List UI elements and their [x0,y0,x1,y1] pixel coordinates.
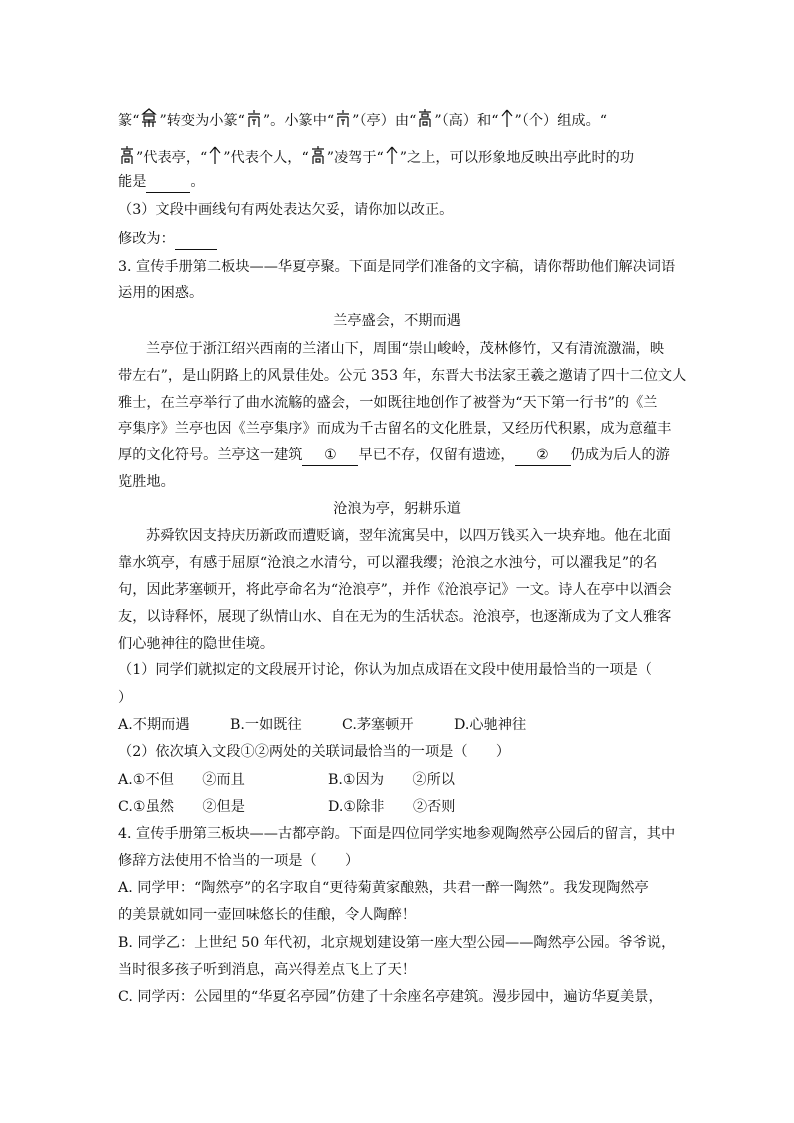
q2-glyph-line-2: ”代表亭，“ ”代表个人，“ ”凌驾于“ ”之上，可以形象地反映出亭此时的功 [118,145,634,168]
answer-blank[interactable] [146,172,190,193]
section-title-lanting: 兰亭盛会，不期而遇 [333,313,461,329]
s2-stem: （2）依次填入文段①②两处的关联词最恰当的一项是（ ） [118,744,511,760]
q4-option-c-line-1[interactable]: C. 同学丙：公园里的“华夏名亭园”仿建了十余座名亭建筑。漫步园中，遍访华夏美景， [118,989,663,1005]
p2-line-4: 友，以诗释怀，展现了纵情山水、自在无为的生活状态。沧浪亭，也逐渐成为了文人雅客 [118,609,672,625]
p1-line-4: 亭集序》兰亭也因《兰亭集序》而成为千古留名的文化胜景，又经历代积累，成为意蕴丰 [118,421,672,437]
fix-answer-blank[interactable] [175,229,217,250]
seal-ge-glyph-icon [500,108,514,128]
s2-option-b[interactable]: B.①因为 ②所以 [328,772,455,788]
seal-gao-glyph-icon-3 [310,145,326,165]
p2-line-1: 苏舜钦因支持庆历新政而遭贬谪，翌年流寓吴中，以四万钱买入一块弃地。他在北面 [146,528,671,544]
s1-option-c[interactable]: C.茅塞顿开 [342,717,414,733]
q4-intro-line-1: 4. 宣传手册第三板块——古都亭韵。下面是四位同学实地参观陶然亭公园后的留言，其中 [118,826,676,842]
s1-option-b[interactable]: B.一如既往 [230,717,302,733]
q4-option-a-line-2: 的美景就如同一壶回味悠长的佳酿，令人陶醉！ [118,907,416,923]
q4-option-b-line-2: 当时很多孩子听到消息，高兴得差点飞上了天！ [118,962,416,978]
small-seal-ting-glyph-icon [246,108,262,128]
s2-option-d[interactable]: D.①除非 ②否则 [328,799,456,815]
s1-stem-line-1: （1）同学们就拟定的文段展开讨论，你认为加点成语在文段中使用最恰当的一项是（ [118,662,652,678]
p2-line-3: 句，因此茅塞顿开，将此亭命名为“沧浪亭”，并作《沧浪亭记》一文。诗人在亭中以酒会 [118,582,672,598]
section-title-canglang: 沧浪为亭，躬耕乐道 [333,501,461,517]
q2-glyph-line-1: 篆“ ”转变为小篆“ ”。小篆中“ ”（亭）由“ ”（高）和“ ”（个）组成。“ [118,108,607,131]
seal-ge-glyph-icon-2 [208,145,222,165]
sub-question-3: （3）文段中画线句有两处表达欠妥，请你加以改正。 [118,202,454,218]
blank-1[interactable]: ① [302,445,358,466]
s2-option-a[interactable]: A.①不但 ②而且 [118,772,245,788]
q4-option-b-line-1[interactable]: B. 同学乙：上世纪 50 年代初，北京规划建设第一座大型公园——陶然亭公园。爷爷说， [118,935,676,951]
p1-line-3: 雅士，在兰亭举行了曲水流觞的盛会，一如既往地创作了被誉为“天下第一行书”的《兰 [118,395,658,411]
p2-line-5: 们心驰神往的隐世佳境。 [118,636,275,652]
p2-line-2: 靠水筑亭，有感于屈原“沧浪之水清兮，可以濯我缨；沧浪之水浊兮，可以濯我足”的名 [118,555,658,571]
fix-line: 修改为： [118,229,217,250]
blank-2[interactable]: ② [515,445,571,466]
q4-option-a-line-1[interactable]: A. 同学甲：“陶然亭”的名字取自“更待菊黄家酿熟，共君一醉一陶然”。我发现陶然亭 [118,880,649,896]
p1-line-5: 厚的文化符号。兰亭这一建筑 ① 早已不存，仅留有遗迹， ② 仍成为后人的游 [118,445,670,466]
seal-gao-glyph-icon [417,108,433,128]
q2-function-line: 能是 。 [118,172,205,193]
p1-line-1: 兰亭位于浙江绍兴西南的兰渚山下，周围“崇山峻岭，茂林修竹，又有清流激湍，映 [146,341,665,357]
q3-intro-line-1: 3. 宣传手册第二板块——华夏亭聚。下面是同学们准备的文字稿，请你帮助他们解决词语 [118,259,676,275]
q4-intro-line-2: 修辞方法使用不恰当的一项是（ ） [118,853,360,869]
s1-option-d[interactable]: D.心驰神往 [454,717,527,733]
s1-stem-line-2: ） [118,690,133,706]
seal-ge-glyph-icon-3 [385,145,399,165]
s1-option-a[interactable]: A.不期而遇 [118,717,190,733]
s2-option-c[interactable]: C.①虽然 ②但是 [118,799,245,815]
seal-ting-component-glyph-icon [335,108,351,128]
seal-ting-glyph-icon [140,108,158,128]
p1-line-6: 览胜地。 [118,474,175,490]
seal-gao-glyph-icon-2 [119,145,135,165]
q3-intro-line-2: 运用的困惑。 [118,285,204,301]
p1-line-2: 带左右”，是山阴路上的风景佳处。公元 353 年，东晋大书法家王羲之邀请了四十二位文人 [118,368,687,384]
